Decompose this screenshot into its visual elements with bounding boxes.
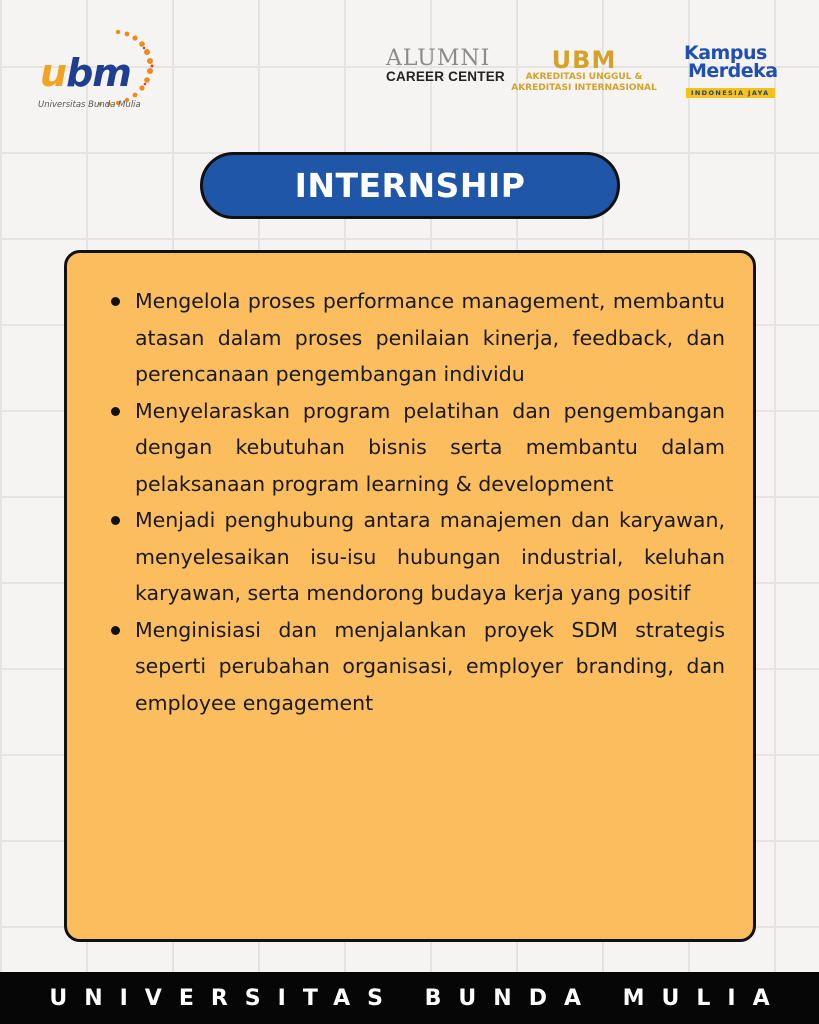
alumni-logo-line2: CAREER CENTER (386, 69, 505, 84)
list-item: Menyelaraskan program pelatihan dan pengembangan dengan kebutuhan bisnis serta membantu dalam pelaksanaan program learning & development (111, 393, 725, 503)
alumni-logo-line1: ALUMNI (386, 46, 491, 71)
list-item: Mengelola proses performance management, membantu atasan dalam proses penilaian kinerja, feedback, dan perencanaan pengembangan individu (111, 283, 725, 393)
ubm-logo-subtitle: Universitas Bunda Mulia (38, 100, 141, 110)
kampus-merdeka-line1: Kampus (684, 42, 767, 64)
list-item: Menjadi penghubung antara manajemen dan karyawan, menyelesaikan isu-isu hubungan industrial, keluhan karyawan, serta mendorong budaya kerja yang positif (111, 502, 725, 612)
title-banner (200, 152, 620, 219)
kampus-merdeka-logo (684, 44, 788, 99)
footer-text: UNIVERSITAS BUNDA MULIA (49, 985, 787, 1011)
page-title: INTERNSHIP (294, 166, 526, 205)
accreditation-logo-line3: AKREDITASI INTERNASIONAL (511, 83, 657, 94)
accreditation-logo-line1: UBM (551, 46, 617, 74)
content-card (64, 250, 756, 942)
responsibility-list (111, 283, 725, 721)
ubm-accreditation-logo (504, 48, 664, 95)
ubm-wordmark: ubm (40, 51, 131, 95)
ubm-logo (30, 26, 160, 114)
footer-bar (0, 972, 819, 1024)
accreditation-logo-line2: AKREDITASI UNGGUL & (525, 72, 643, 82)
kampus-merdeka-line3: INDONESIA JAYA (686, 88, 775, 98)
alumni-career-center-logo (386, 46, 505, 85)
list-item: Menginisiasi dan menjalankan proyek SDM strategis seperti perubahan organisasi, employer branding, dan employee engagement (111, 612, 725, 722)
kampus-merdeka-line2: Merdeka (688, 60, 778, 83)
